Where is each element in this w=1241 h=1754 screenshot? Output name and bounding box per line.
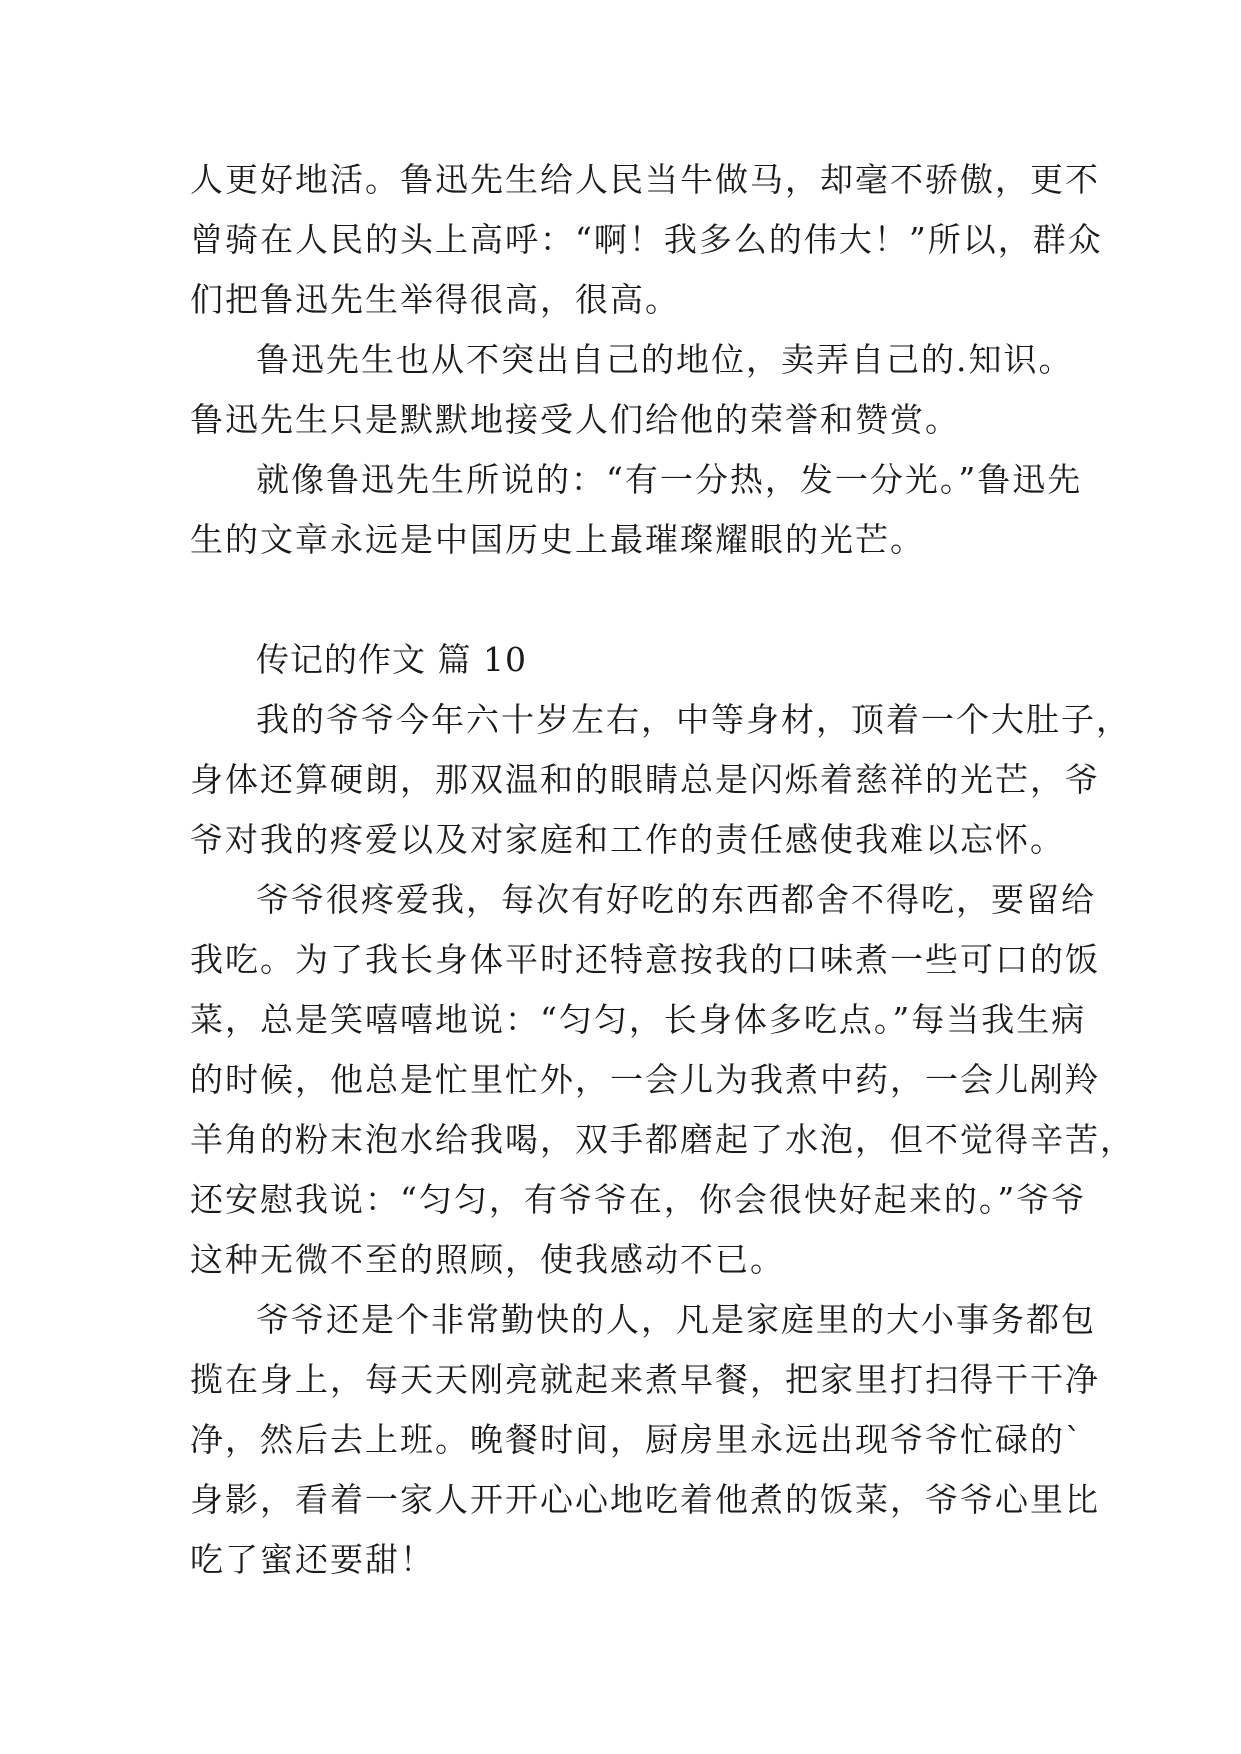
paragraph xyxy=(190,690,1131,870)
paragraph xyxy=(190,1290,1100,1590)
paragraph-line: 们把鲁迅先生举得很高，很高。 xyxy=(190,280,680,319)
paragraph-line: 的时候，他总是忙里忙外，一会儿为我煮中药，一会儿剐羚 xyxy=(190,1060,1100,1099)
paragraph-line: 羊角的粉末泡水给我喝，双手都磨起了水泡，但不觉得辛苦， xyxy=(190,1120,1135,1159)
paragraph-line: 身体还算硬朗，那双温和的眼睛总是闪烁着慈祥的光芒，爷 xyxy=(190,760,1100,799)
paragraph xyxy=(190,150,1103,330)
section-heading: 传记的作文 篇 10 xyxy=(256,640,527,679)
paragraph-line: 人更好地活。鲁迅先生给人民当牛做马，却毫不骄傲，更不 xyxy=(190,160,1100,199)
paragraph-line: 鲁迅先生也从不突出自己的地位，卖弄自己的.知识。 xyxy=(256,340,1074,379)
paragraph-line: 爷爷很疼爱我，每次有好吃的东西都舍不得吃，要留给 xyxy=(256,880,1096,919)
paragraph-line: 净，然后去上班。晚餐时间，厨房里永远出现爷爷忙碌的` xyxy=(190,1420,1084,1459)
paragraph-line: 菜，总是笑嘻嘻地说：“匀匀，长身体多吃点。”每当我生病 xyxy=(190,1000,1087,1039)
paragraph-line: 曾骑在人民的头上高呼：“啊！我多么的伟大！”所以，群众 xyxy=(190,220,1103,259)
paragraph-line: 生的文章永远是中国历史上最璀璨耀眼的光芒。 xyxy=(190,520,925,559)
paragraph-line: 吃了蜜还要甜！ xyxy=(190,1540,435,1579)
paragraph-line: 身影，看着一家人开开心心地吃着他煮的饭菜，爷爷心里比 xyxy=(190,1480,1100,1519)
paragraph xyxy=(190,450,1083,570)
paragraph-line: 我的爷爷今年六十岁左右，中等身材，顶着一个大肚子， xyxy=(256,700,1131,739)
paragraph-line: 就像鲁迅先生所说的：“有一分热，发一分光。”鲁迅先 xyxy=(256,460,1083,499)
section-spacer xyxy=(190,570,1050,630)
paragraph-line: 爷对我的疼爱以及对家庭和工作的责任感使我难以忘怀。 xyxy=(190,820,1065,859)
paragraph-line: 鲁迅先生只是默默地接受人们给他的荣誉和赞赏。 xyxy=(190,400,960,439)
paragraph xyxy=(190,330,1074,450)
paragraph-line: 还安慰我说：“匀匀，有爷爷在，你会很快好起来的。”爷爷 xyxy=(190,1180,1087,1219)
paragraph-line: 揽在身上，每天天刚亮就起来煮早餐，把家里打扫得干干净 xyxy=(190,1360,1100,1399)
paragraph-line: 爷爷还是个非常勤快的人，凡是家庭里的大小事务都包 xyxy=(256,1300,1096,1339)
paragraph xyxy=(190,870,1135,1290)
document-body xyxy=(190,150,1135,1590)
paragraph-line: 这种无微不至的照顾，使我感动不已。 xyxy=(190,1240,785,1279)
paragraph-line: 我吃。为了我长身体平时还特意按我的口味煮一些可口的饭 xyxy=(190,940,1100,979)
